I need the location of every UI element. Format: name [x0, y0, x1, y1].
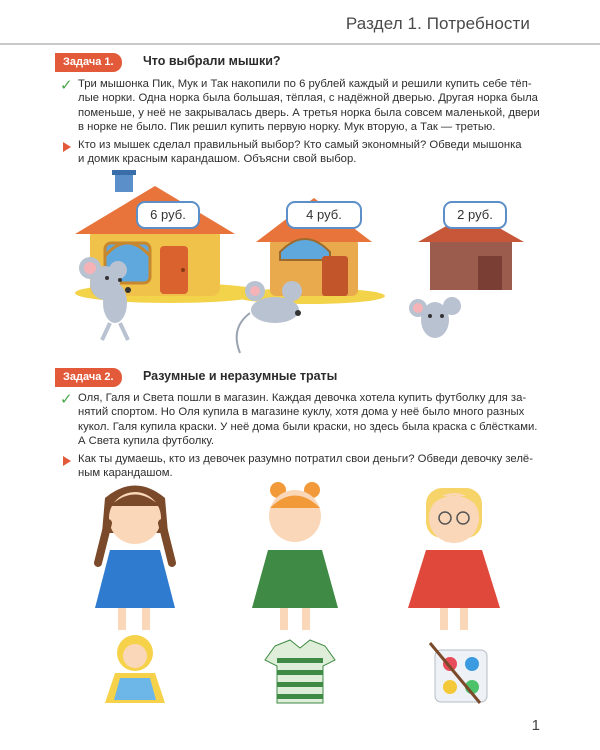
- task2-title: Разумные и неразумные траты: [143, 369, 338, 383]
- tshirt-icon: [265, 640, 335, 703]
- story-line: поменьше, у неё не закрывалась дверь. А третья норка была совсем маленькой, двери: [78, 106, 540, 119]
- houses-illustration: [60, 168, 540, 368]
- story-line: Три мышонка Пик, Мук и Так накопили по 6 рублей каждый и решили купить себе тёп-: [78, 78, 532, 90]
- question-line: Кто из мышек сделал правильный выбор? Кто самый экономный? Обведи мышонка: [78, 139, 522, 151]
- story-line: кукол. Галя купила краски. У неё дома были краски, но здесь была краска с блёстками.: [78, 420, 538, 433]
- task2-badge: Задача 2.: [55, 368, 122, 387]
- girl-sveta-icon: [408, 488, 500, 630]
- question-line: Как ты думаешь, кто из девочек разумно потратил свои деньги? Обведи девочку зелё-: [78, 453, 533, 465]
- task1-question: [78, 138, 578, 167]
- header-rule: [0, 43, 600, 45]
- story-line: нятий спортом. Но Оля купила в магазине куклу, хотя дома у неё было много разных: [78, 406, 525, 419]
- paints-icon: [430, 643, 487, 703]
- story-line: Оля, Галя и Света пошли в магазин. Каждая девочка хотела купить футболку для за-: [78, 392, 527, 404]
- task2-question: [78, 452, 578, 481]
- task1-title: Что выбрали мышки?: [143, 54, 281, 68]
- girl-olya-icon: [95, 486, 175, 631]
- check-icon: ✓: [60, 391, 73, 408]
- section-title: Раздел 1. Потребности: [345, 14, 530, 33]
- doll-icon: [105, 635, 165, 703]
- task2-story: [78, 391, 578, 448]
- price-tag-house1: 6 руб.: [136, 201, 200, 229]
- story-line: лые норки. Одна норка была большая, тёплая, с надёжной дверью. Другая норка была: [78, 92, 538, 105]
- task1-badge: Задача 1.: [55, 53, 122, 72]
- task1-story: [78, 77, 578, 134]
- check-icon: ✓: [60, 77, 73, 94]
- arrow-icon: [63, 456, 71, 466]
- page-number: 1: [531, 717, 540, 734]
- arrow-icon: [63, 142, 71, 152]
- girls-illustration: [80, 478, 520, 718]
- story-line: в норке не было. Пик решил купить первую норку. Мук вторую, а Так — третью.: [78, 120, 496, 133]
- story-line: А Света купила футболку.: [78, 434, 215, 447]
- mouse-pik-icon: [79, 257, 131, 340]
- price-tag-house2: 4 руб.: [286, 201, 362, 229]
- mouse-tak-icon: [409, 297, 461, 338]
- girl-galya-icon: [252, 482, 338, 630]
- price-tag-house3: 2 руб.: [443, 201, 507, 229]
- question-line: ным карандашом.: [78, 467, 173, 480]
- question-line: и домик красным карандашом. Объясни свой выбор.: [78, 153, 357, 166]
